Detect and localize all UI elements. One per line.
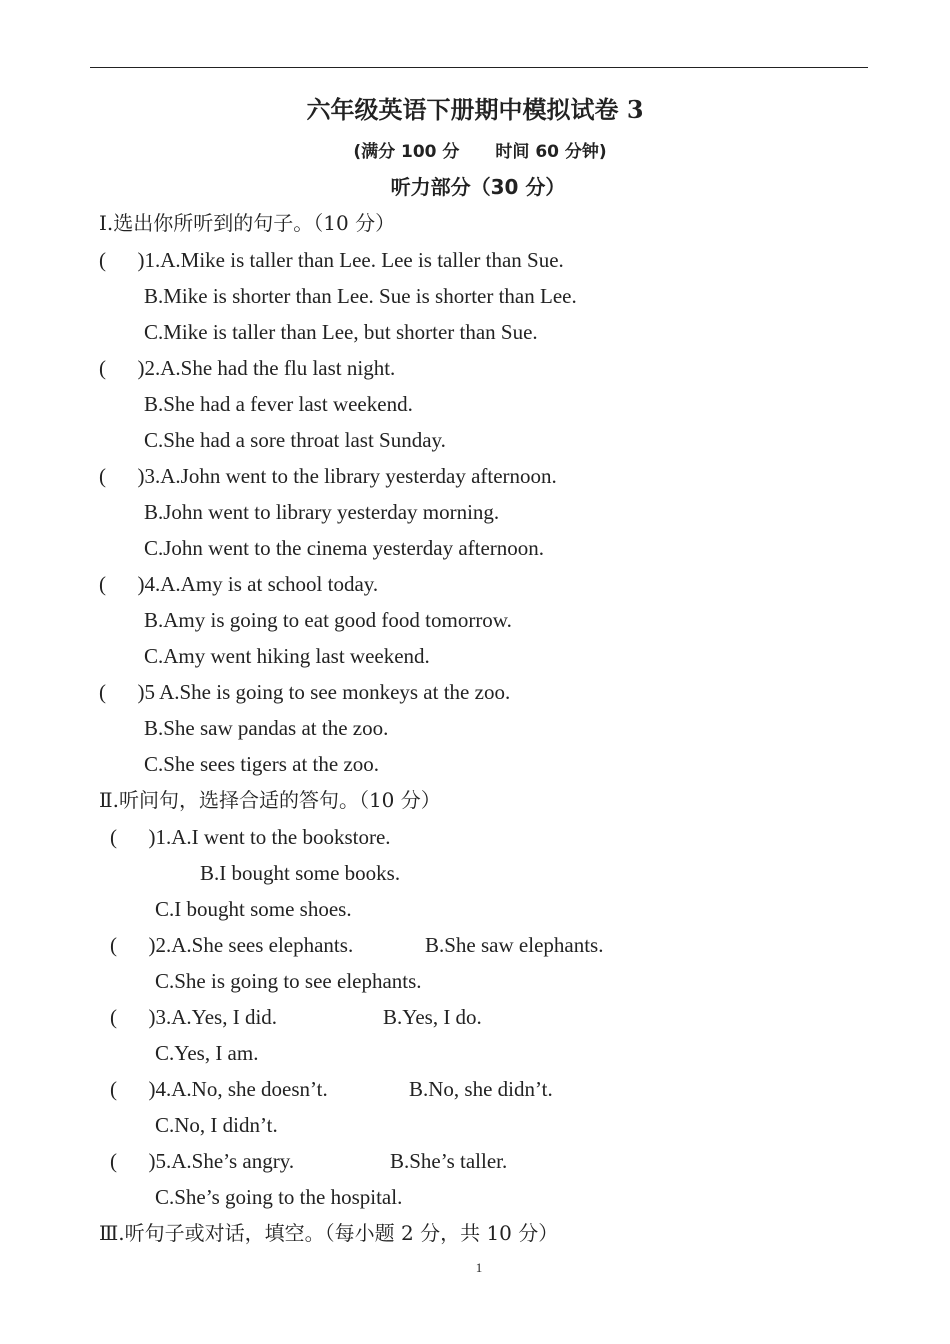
s2-q3-option-a: ( )3.A.Yes, I did. <box>110 1005 278 1029</box>
s1-q5-option-b: B.She saw pandas at the zoo. <box>144 716 389 740</box>
s2-q4-option-b: B.No, she didn’t. <box>409 1077 553 1101</box>
s1-q3-option-b: B.John went to library yesterday morning. <box>144 500 500 524</box>
s2-q2-option-b: B.She saw elephants. <box>425 933 604 957</box>
header-rule <box>90 67 868 68</box>
s2-q4-option-a: ( )4.A.No, she doesn’t. <box>110 1077 328 1101</box>
s2-q4-option-c: C.No, I didn’t. <box>155 1113 278 1137</box>
s1-q4-option-b: B.Amy is going to eat good food tomorrow. <box>144 608 512 632</box>
s2-q1-option-a: ( )1.A.I went to the bookstore. <box>110 825 391 849</box>
s1-q3-option-a: ( )3.A.John went to the library yesterday afternoon. <box>99 464 557 488</box>
s1-q3-option-c: C.John went to the cinema yesterday afternoon. <box>144 536 545 560</box>
s2-q3-option-b: B.Yes, I do. <box>383 1005 482 1029</box>
s1-q1-option-c: C.Mike is taller than Lee, but shorter than Sue. <box>144 320 538 344</box>
time-info: 时间 60 分钟) <box>495 142 607 162</box>
s1-q5-option-a: ( )5 A.She is going to see monkeys at the zoo. <box>99 680 511 704</box>
s2-q5-option-a: ( )5.A.She’s angry. <box>110 1149 295 1173</box>
s2-q1-option-c: C.I bought some shoes. <box>155 897 352 921</box>
s2-q5-option-b: B.She’s taller. <box>390 1149 508 1173</box>
s2-q2-option-c: C.She is going to see elephants. <box>155 969 422 993</box>
section3-heading: Ⅲ.听句子或对话，填空。（每小题 2 分，共 10 分） <box>99 1221 559 1245</box>
s1-q2-option-a: ( )2.A.She had the flu last night. <box>99 356 396 380</box>
score-info: (满分 100 分 <box>353 142 460 162</box>
exam-info <box>0 137 950 162</box>
section2-heading: Ⅱ.听问句，选择合适的答句。（10 分） <box>99 788 441 812</box>
s1-q5-option-c: C.She sees tigers at the zoo. <box>144 752 380 776</box>
s2-q1-option-b: B.I bought some books. <box>200 861 401 885</box>
section1-heading: Ⅰ.选出你所听到的句子。（10 分） <box>99 211 396 235</box>
s1-q2-option-b: B.She had a fever last weekend. <box>144 392 413 416</box>
s1-q4-option-c: C.Amy went hiking last weekend. <box>144 644 430 668</box>
page-number: 1 <box>475 1260 483 1275</box>
s2-q3-option-c: C.Yes, I am. <box>155 1041 259 1065</box>
s1-q1-option-b: B.Mike is shorter than Lee. Sue is shorter than Lee. <box>144 284 577 308</box>
page-title: 六年级英语下册期中模拟试卷 3 <box>306 95 644 124</box>
s2-q2-option-a: ( )2.A.She sees elephants. <box>110 933 354 957</box>
s1-q4-option-a: ( )4.A.Amy is at school today. <box>99 572 379 596</box>
s1-q2-option-c: C.She had a sore throat last Sunday. <box>144 428 446 452</box>
s1-q1-option-a: ( )1.A.Mike is taller than Lee. Lee is taller than Sue. <box>99 248 564 272</box>
s2-q5-option-c: C.She’s going to the hospital. <box>155 1185 403 1209</box>
listening-part-heading: 听力部分（30 分） <box>390 175 566 199</box>
